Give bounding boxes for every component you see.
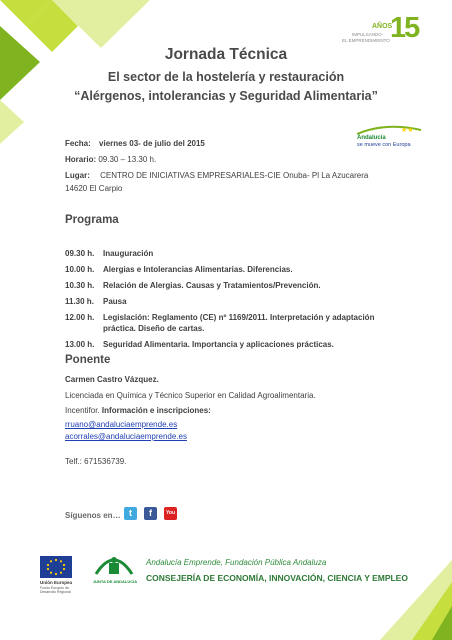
logo-tagline-1: IMPULSANDO bbox=[352, 32, 382, 37]
program-text: Legislación: Reglamento (CE) nº 1169/2011. Interpretación y adaptación práctica. Diseño de cartas. bbox=[103, 313, 375, 333]
andalucia-logo-line2: se mueve con Europa bbox=[357, 142, 411, 148]
horario-line bbox=[65, 154, 156, 165]
program-text: Inauguración bbox=[103, 249, 154, 258]
incentive-prefix: Incentifor. bbox=[65, 406, 100, 415]
ponente-name: Carmen Castro Vázquez. bbox=[65, 375, 159, 384]
svg-text:★★: ★★ bbox=[401, 126, 414, 134]
email-link-2[interactable]: acorrales@andaluciaemprende.es bbox=[65, 432, 187, 441]
program-time: 13.00 h. bbox=[65, 340, 95, 349]
program-time: 10.00 h. bbox=[65, 265, 95, 274]
ponente-credentials: Licenciada en Química y Técnico Superior en Calidad Agroalimentaria. bbox=[65, 391, 316, 400]
junta-label: JUNTA DE ANDALUCIA bbox=[92, 579, 138, 584]
lugar-label: Lugar: bbox=[65, 171, 90, 180]
facebook-icon[interactable]: f bbox=[144, 507, 157, 520]
social-label: Síguenos en… bbox=[65, 511, 121, 520]
logo-word: AÑOS bbox=[372, 23, 393, 30]
email-link-1[interactable]: rruano@andaluciaemprende.es bbox=[65, 420, 178, 429]
fecha-label: Fecha: bbox=[65, 139, 91, 148]
eu-flag-logo bbox=[40, 556, 72, 578]
lugar-value-2: 14620 El Carpio bbox=[65, 184, 123, 193]
junta-emblem-icon bbox=[92, 552, 136, 578]
program-text: Seguridad Alimentaria. Importancia y aplicaciones prácticas. bbox=[103, 340, 334, 349]
andalucia-logo-line1: Andalucía bbox=[357, 135, 386, 141]
program-time: 09.30 h. bbox=[65, 249, 95, 258]
eu-label-2: Fondo Europeo de Desarrollo Regional bbox=[40, 586, 71, 594]
page-title: Jornada Técnica bbox=[164, 46, 288, 63]
program-time: 12.00 h. bbox=[65, 313, 95, 322]
programa-heading: Programa bbox=[65, 214, 119, 226]
andalucia-europa-logo bbox=[355, 124, 425, 150]
program-time: 11.30 h. bbox=[65, 297, 94, 306]
info-label: Información e inscripciones: bbox=[101, 406, 211, 415]
subtitle-topic: “Alérgenos, intolerancias y Seguridad Alimentaria” bbox=[74, 89, 378, 103]
youtube-icon[interactable]: You bbox=[164, 507, 177, 520]
program-text: Pausa bbox=[103, 297, 127, 306]
ponente-heading: Ponente bbox=[65, 354, 111, 366]
program-text: Alergias e Intolerancias Alimentarias. Diferencias. bbox=[103, 265, 293, 274]
lugar-line bbox=[65, 170, 405, 181]
logo-tagline-2: EL EMPRENDIMIENTO bbox=[342, 38, 390, 43]
junta-logo bbox=[92, 552, 136, 588]
eu-label-1: Unión Europea bbox=[40, 580, 73, 585]
lugar-value-1: CENTRO DE INICIATIVAS EMPRESARIALES-CIE Onuba- Pl La Azucarera bbox=[100, 171, 369, 180]
fecha-value: viernes 03- de julio del 2015 bbox=[99, 139, 205, 148]
phone: Telf.: 671536739. bbox=[65, 457, 127, 466]
horario-label: Horario: bbox=[65, 155, 97, 164]
fecha-line bbox=[65, 138, 205, 149]
horario-value: 09.30 – 13.30 h. bbox=[98, 155, 157, 164]
program-time: 10.30 h. bbox=[65, 281, 95, 290]
footer-consejeria-line: CONSEJERÍA DE ECONOMÍA, INNOVACIÓN, CIENCIA Y EMPLEO bbox=[146, 573, 408, 583]
info-line bbox=[65, 405, 211, 416]
subtitle-sector: El sector de la hostelería y restauración bbox=[107, 70, 345, 84]
logo-numeral: 15 bbox=[390, 12, 419, 44]
program-text: Relación de Alergias. Causas y Tratamientos/Prevención. bbox=[103, 281, 321, 290]
footer-org-line: Andalucía Emprende, Fundación Pública Andaluza bbox=[146, 558, 327, 567]
eu-stars-icon bbox=[40, 556, 72, 578]
twitter-icon[interactable]: t bbox=[124, 507, 137, 520]
